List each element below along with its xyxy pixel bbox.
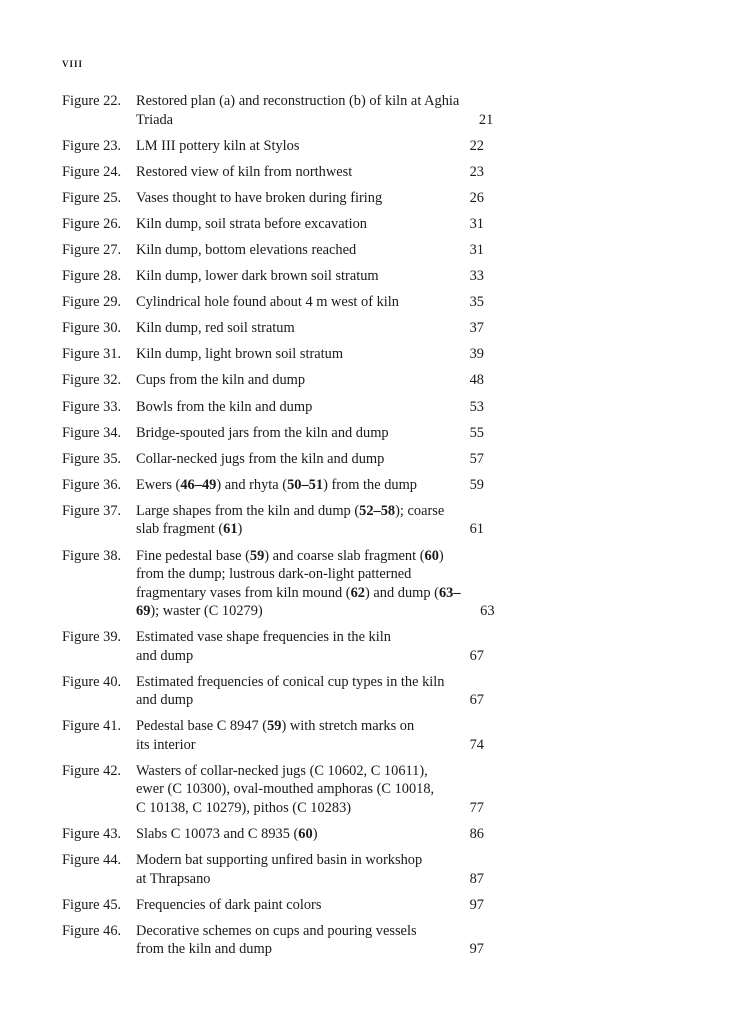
- figure-number: Figure 30.: [62, 320, 122, 337]
- figure-caption: [136, 450, 458, 469]
- page-number: 77: [469, 799, 484, 816]
- page-folio: viii: [62, 56, 84, 70]
- figure-entry: [62, 215, 484, 234]
- caption-text: Large shapes from the kiln and dump (: [136, 502, 360, 519]
- catalog-number: 60: [298, 825, 313, 842]
- caption-line: [136, 922, 450, 941]
- caption-line: [136, 293, 450, 312]
- caption-text: Slabs C 10073 and C 8935 (: [136, 825, 299, 842]
- figure-number: Figure 25.: [62, 189, 122, 206]
- figure-entry: [62, 450, 484, 469]
- caption-text: Collar-necked jugs from the kiln and dump: [136, 450, 385, 467]
- figure-caption: [136, 896, 458, 915]
- caption-text: ); coarse: [395, 502, 445, 519]
- caption-line: [136, 398, 450, 417]
- figure-caption: [136, 319, 458, 338]
- caption-text: at Thrapsano: [136, 870, 211, 887]
- caption-line: [136, 215, 450, 234]
- figure-caption: [136, 628, 458, 665]
- caption-text: Kiln dump, red soil stratum: [136, 320, 295, 337]
- page-number: 23: [469, 163, 484, 180]
- catalog-number: 60: [424, 547, 439, 564]
- page-number: 67: [469, 647, 484, 664]
- caption-text: Pedestal base C 8947 (: [136, 718, 268, 735]
- caption-line: [136, 267, 450, 286]
- caption-text: its interior: [136, 736, 196, 753]
- figure-number: Figure 46.: [62, 922, 122, 939]
- figure-caption: [136, 502, 458, 539]
- figure-entry: [62, 137, 484, 156]
- catalog-number: 63–: [438, 584, 461, 601]
- page-number: 31: [469, 241, 484, 258]
- figure-entry: [62, 371, 484, 390]
- caption-line: [136, 673, 450, 692]
- figure-entry: [62, 267, 484, 286]
- caption-text: Triada: [136, 111, 174, 128]
- catalog-number: 52–58: [359, 502, 396, 519]
- caption-text: Frequencies of dark paint colors: [136, 896, 322, 913]
- figure-caption: [136, 371, 458, 390]
- caption-text: Restored plan (a) and reconstruction (b) of kiln at Aghia: [136, 93, 460, 109]
- figure-number: Figure 37.: [62, 502, 122, 519]
- caption-text: Ewers (: [136, 476, 181, 493]
- figure-entry: [62, 502, 484, 539]
- caption-line: [136, 628, 450, 647]
- figure-caption: [136, 717, 458, 754]
- figure-caption: [136, 476, 458, 495]
- caption-line: [136, 502, 450, 521]
- caption-text: Restored view of kiln from northwest: [136, 163, 353, 180]
- caption-text: Fine pedestal base (: [136, 547, 250, 564]
- page-number: 57: [469, 450, 484, 467]
- catalog-number: 46–49: [180, 476, 217, 493]
- figure-entry: [62, 163, 484, 182]
- figure-caption: [136, 92, 467, 129]
- caption-line: [136, 691, 450, 710]
- caption-line: [136, 319, 450, 338]
- list-of-figures: [62, 92, 495, 966]
- caption-line: [136, 476, 450, 495]
- caption-text: Estimated frequencies of conical cup types in the kiln: [136, 673, 445, 690]
- figure-entry: [62, 92, 494, 129]
- caption-line: [136, 940, 450, 959]
- caption-line: [136, 870, 450, 889]
- figure-caption: [136, 215, 458, 234]
- caption-text: Cups from the kiln and dump: [136, 372, 306, 389]
- caption-text: ): [312, 825, 318, 842]
- caption-line: [136, 825, 450, 844]
- figure-number: Figure 32.: [62, 372, 122, 389]
- caption-text: Kiln dump, light brown soil stratum: [136, 346, 344, 363]
- caption-line: [136, 450, 450, 469]
- page-number: 86: [469, 825, 484, 842]
- figure-number: Figure 22.: [62, 93, 122, 109]
- figure-number: Figure 38.: [62, 547, 122, 564]
- page-number: 33: [469, 268, 484, 285]
- caption-line: [136, 647, 450, 666]
- caption-line: [136, 189, 450, 208]
- figure-caption: [136, 241, 458, 260]
- figure-entry: [62, 628, 484, 665]
- caption-text: ): [438, 547, 444, 564]
- caption-line: [136, 851, 450, 870]
- caption-line: [136, 520, 450, 539]
- caption-line: [136, 163, 450, 182]
- figure-number: Figure 41.: [62, 718, 122, 735]
- caption-text: Kiln dump, lower dark brown soil stratum: [136, 268, 379, 285]
- page-number: 26: [469, 189, 484, 206]
- figure-entry: [62, 762, 484, 818]
- caption-text: Cylindrical hole found about 4 m west of kiln: [136, 294, 399, 311]
- figure-number: Figure 39.: [62, 629, 122, 646]
- caption-text: C 10138, C 10279), pithos (C 10283): [136, 799, 352, 816]
- figure-caption: [136, 137, 458, 156]
- figure-number: Figure 28.: [62, 268, 122, 285]
- caption-line: [136, 799, 450, 818]
- caption-line: [136, 584, 461, 603]
- caption-text: from the dump; lustrous dark-on-light patterned: [136, 566, 412, 582]
- figure-number: Figure 24.: [62, 163, 122, 180]
- caption-line: [136, 371, 450, 390]
- figure-caption: [136, 293, 458, 312]
- caption-text: ): [237, 521, 243, 538]
- caption-line: [136, 547, 461, 566]
- figure-caption: [136, 851, 458, 888]
- figure-number: Figure 40.: [62, 673, 122, 690]
- page-number: 31: [469, 215, 484, 232]
- caption-text: ) and dump (: [365, 584, 439, 601]
- figure-entry: [62, 293, 484, 312]
- catalog-number: 61: [223, 521, 238, 538]
- caption-text: ) and rhyta (: [216, 476, 288, 493]
- page-number: 87: [469, 870, 484, 887]
- figure-caption: [136, 673, 458, 710]
- page-number: 63: [480, 603, 495, 619]
- caption-text: Decorative schemes on cups and pouring vessels: [136, 922, 417, 939]
- caption-line: [136, 241, 450, 260]
- caption-text: ewer (C 10300), oval-mouthed amphoras (C 10018,: [136, 781, 435, 798]
- caption-text: and dump: [136, 647, 194, 664]
- figure-caption: [136, 547, 469, 621]
- figure-entry: [62, 424, 484, 443]
- page-number: 59: [469, 476, 484, 493]
- figure-caption: [136, 398, 458, 417]
- caption-text: Modern bat supporting unfired basin in workshop: [136, 852, 423, 869]
- page-number: 22: [469, 137, 484, 154]
- caption-text: and dump: [136, 692, 194, 709]
- caption-text: Wasters of collar-necked jugs (C 10602, C 10611),: [136, 762, 428, 779]
- caption-line: [136, 736, 450, 755]
- figure-entry: [62, 319, 484, 338]
- caption-line: [136, 111, 459, 130]
- page-number: 55: [469, 424, 484, 441]
- caption-text: Vases thought to have broken during firing: [136, 189, 383, 206]
- page-number: 37: [469, 320, 484, 337]
- caption-text: LM III pottery kiln at Stylos: [136, 137, 300, 154]
- figure-caption: [136, 424, 458, 443]
- figure-number: Figure 42.: [62, 762, 122, 779]
- caption-line: [136, 762, 450, 781]
- page-number: 35: [469, 294, 484, 311]
- page-number: 21: [478, 111, 494, 128]
- figure-number: Figure 26.: [62, 215, 122, 232]
- figure-caption: [136, 922, 458, 959]
- figure-entry: [62, 922, 484, 959]
- caption-text: fragmentary vases from kiln mound (: [136, 584, 351, 601]
- figure-caption: [136, 762, 458, 818]
- figure-entry: [62, 896, 484, 915]
- figure-entry: [62, 476, 484, 495]
- caption-text: Estimated vase shape frequencies in the kiln: [136, 629, 391, 646]
- figure-number: Figure 34.: [62, 424, 122, 441]
- caption-line: [136, 92, 459, 111]
- figure-number: Figure 31.: [62, 346, 122, 363]
- figure-caption: [136, 163, 458, 182]
- figure-entry: [62, 189, 484, 208]
- caption-line: [136, 137, 450, 156]
- catalog-number: 69: [136, 603, 151, 619]
- figure-number: Figure 33.: [62, 398, 122, 415]
- page-number: 67: [469, 692, 484, 709]
- caption-text: ) from the dump: [323, 476, 417, 493]
- caption-line: [136, 565, 461, 584]
- page-number: 61: [469, 521, 484, 538]
- page-number: 97: [469, 941, 484, 958]
- caption-text: Bowls from the kiln and dump: [136, 398, 313, 415]
- figure-number: Figure 45.: [62, 896, 122, 913]
- figure-entry: [62, 673, 484, 710]
- caption-line: [136, 345, 450, 364]
- figure-entry: [62, 547, 495, 621]
- figure-number: Figure 43.: [62, 825, 122, 842]
- catalog-number: 59: [249, 547, 265, 564]
- figure-caption: [136, 189, 458, 208]
- caption-text: Kiln dump, bottom elevations reached: [136, 241, 357, 258]
- figure-caption: [136, 345, 458, 364]
- caption-text: ) and coarse slab fragment (: [264, 547, 425, 564]
- figure-entry: [62, 851, 484, 888]
- figure-number: Figure 44.: [62, 852, 122, 869]
- figure-caption: [136, 267, 458, 286]
- caption-text: Bridge-spouted jars from the kiln and dump: [136, 424, 389, 441]
- catalog-number: 62: [350, 584, 365, 601]
- figure-entry: [62, 398, 484, 417]
- page-number: 53: [469, 398, 484, 415]
- caption-line: [136, 717, 450, 736]
- figure-number: Figure 35.: [62, 450, 122, 467]
- catalog-number: 50–51: [287, 476, 324, 493]
- figure-caption: [136, 825, 458, 844]
- caption-text: slab fragment (: [136, 521, 224, 538]
- caption-text: ); waster (C 10279): [150, 603, 263, 619]
- caption-line: [136, 424, 450, 443]
- figure-number: Figure 23.: [62, 137, 122, 154]
- caption-line: [136, 896, 450, 915]
- figure-number: Figure 27.: [62, 241, 122, 258]
- catalog-number: 59: [267, 718, 282, 735]
- figure-entry: [62, 345, 484, 364]
- page-number: 39: [469, 346, 484, 363]
- page-number: 74: [469, 736, 484, 753]
- figure-number: Figure 36.: [62, 476, 122, 493]
- page-number: 48: [469, 372, 484, 389]
- caption-line: [136, 602, 461, 621]
- figure-entry: [62, 717, 484, 754]
- figure-number: Figure 29.: [62, 294, 122, 311]
- page-number: 97: [469, 896, 484, 913]
- figure-entry: [62, 241, 484, 260]
- caption-line: [136, 780, 450, 799]
- figure-entry: [62, 825, 484, 844]
- caption-text: from the kiln and dump: [136, 941, 272, 958]
- caption-text: ) with stretch marks on: [281, 718, 415, 735]
- caption-text: Kiln dump, soil strata before excavation: [136, 215, 367, 232]
